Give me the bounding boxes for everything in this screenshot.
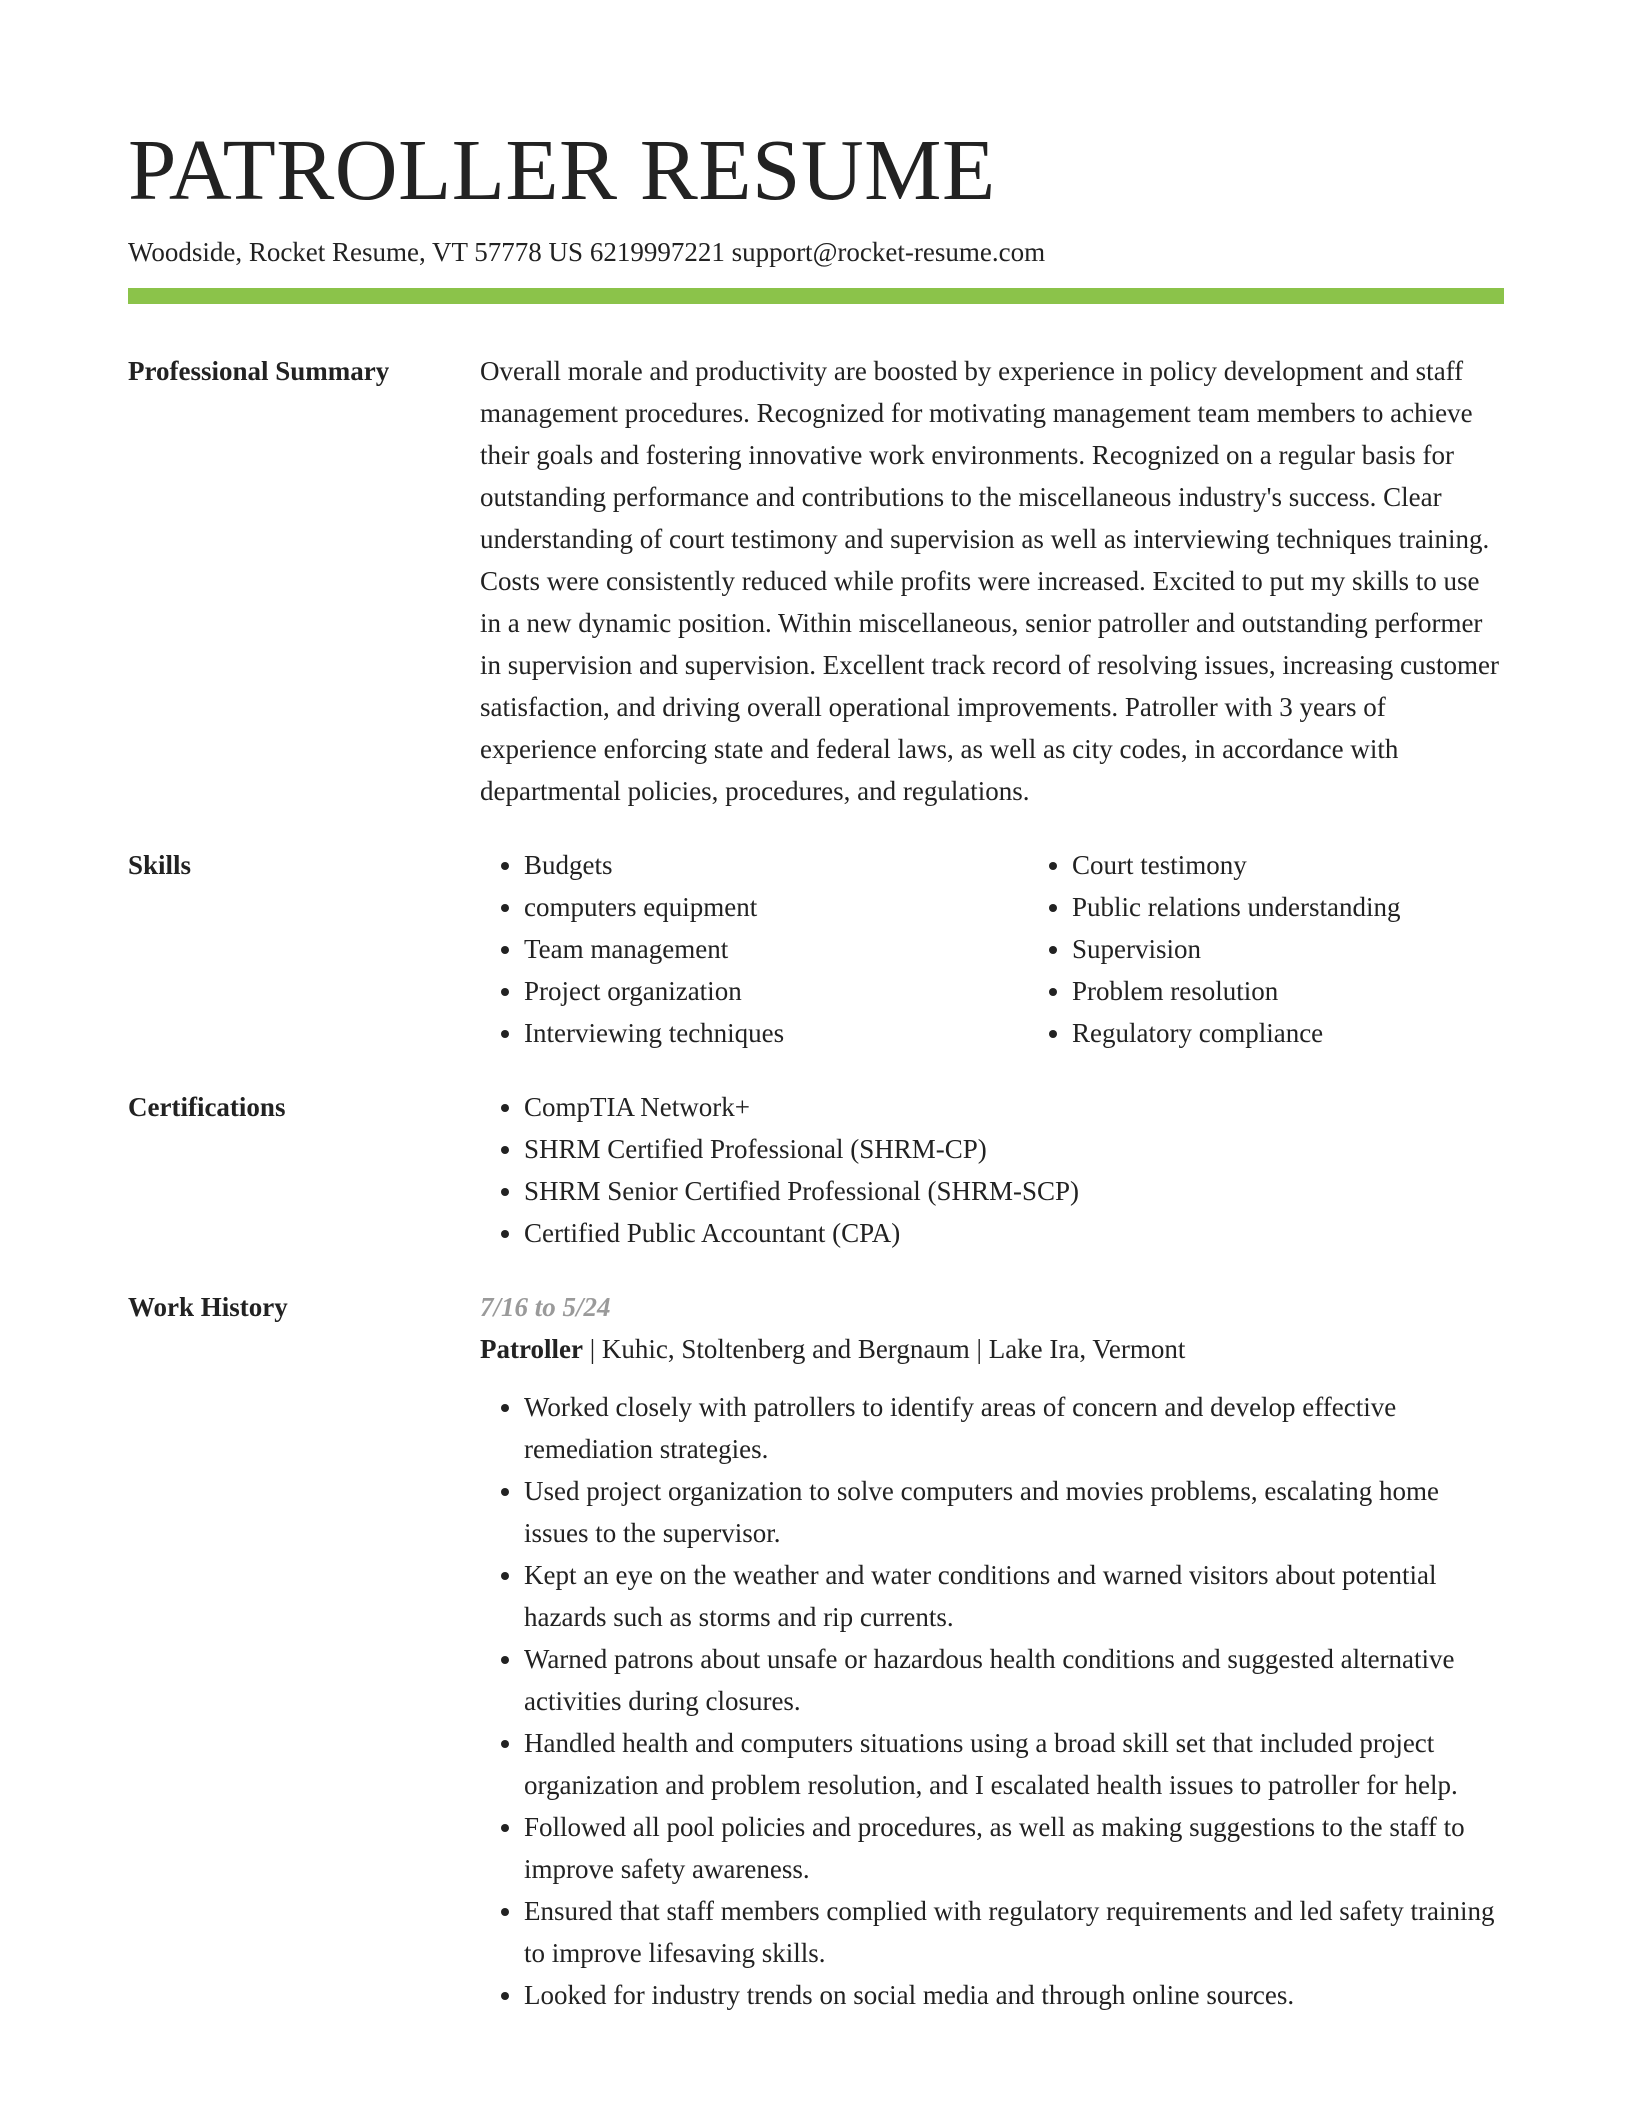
summary-text: Overall morale and productivity are boosted by experience in policy development and staff management procedures. Recognized for motivating management team members to achieve their goals and fostering innovative work environments. Recognized on a regular basis for outstanding performance and contributions to the miscellaneous industry's success. Clear understanding of court testimony and supervision as well as interviewing techniques training. Costs were consistently reduced while profits were increased. Excited to put my skills to use in a new dynamic position. Within miscellaneous, senior patroller and outstanding performer in supervision and supervision. Excellent track record of resolving issues, increasing customer satisfaction, and driving overall operational improvements. Patroller with 3 years of experience enforcing state and federal laws, as well as city codes, in accordance with departmental policies, procedures, and regulations.: [480, 356, 1499, 806]
certifications-heading: Certifications: [128, 1092, 286, 1122]
skill-item: • Budgets: [524, 844, 1028, 886]
contact-phone: 6219997221: [589, 237, 725, 267]
job-dates: 7/16 to 5/24: [480, 1292, 611, 1322]
certification-item: • Certified Public Accountant (CPA): [524, 1212, 1504, 1254]
skills-grid: [480, 844, 1576, 1054]
work-history-section: [128, 1286, 1504, 2016]
contact-address: Woodside, Rocket Resume, VT 57778 US: [128, 237, 584, 267]
skill-item: • Regulatory compliance: [1072, 1012, 1576, 1054]
certification-item: • CompTIA Network+: [524, 1086, 1504, 1128]
skill-item: • Court testimony: [1072, 844, 1576, 886]
job-title: Patroller: [480, 1334, 583, 1364]
job-bullet: • Kept an eye on the weather and water conditions and warned visitors about potential hazards such as storms and rip currents.: [524, 1554, 1504, 1638]
job-heading: [480, 1328, 1504, 1370]
job-bullet: • Ensured that staff members complied with regulatory requirements and led safety training to improve lifesaving skills.: [524, 1890, 1504, 1974]
summary-heading: Professional Summary: [128, 356, 390, 386]
skill-item: • Public relations understanding: [1072, 886, 1576, 928]
work-history-heading: Work History: [128, 1292, 288, 1322]
job-bullet: • Used project organization to solve computers and movies problems, escalating home issues to the supervisor.: [524, 1470, 1504, 1554]
skills-heading: Skills: [128, 850, 192, 880]
job-bullet: • Followed all pool policies and procedures, as well as making suggestions to the staff to improve safety awareness.: [524, 1806, 1504, 1890]
job-bullet: • Worked closely with patrollers to identify areas of concern and develop effective remediation strategies.: [524, 1386, 1504, 1470]
job-bullet: • Warned patrons about unsafe or hazardous health conditions and suggested alternative activities during closures.: [524, 1638, 1504, 1722]
contact-line: [128, 234, 1504, 270]
resume-title: PATROLLER RESUME: [128, 121, 996, 218]
header-divider: [128, 288, 1504, 304]
skill-item: • Team management: [524, 928, 1028, 970]
summary-section: [128, 350, 1504, 812]
job-bullet: • Handled health and computers situations using a broad skill set that included project organization and problem resolution, and I escalated health issues to patroller for help.: [524, 1722, 1504, 1806]
skills-section: [128, 844, 1504, 1054]
skills-list-right: [1028, 844, 1576, 1054]
skills-list-left: [480, 844, 1028, 1054]
certifications-section: [128, 1086, 1504, 1254]
skill-item: • Interviewing techniques: [524, 1012, 1028, 1054]
job-details: | Kuhic, Stoltenberg and Bergnaum | Lake Ira, Vermont: [582, 1334, 1186, 1364]
skill-item: • Supervision: [1072, 928, 1576, 970]
certification-item: • SHRM Senior Certified Professional (SHRM-SCP): [524, 1170, 1504, 1212]
skill-item: • computers equipment: [524, 886, 1028, 928]
skill-item: • Problem resolution: [1072, 970, 1576, 1012]
job-entry: [480, 1286, 1504, 2016]
certifications-list: [480, 1086, 1504, 1254]
certification-item: • SHRM Certified Professional (SHRM-CP): [524, 1128, 1504, 1170]
skill-item: • Project organization: [524, 970, 1028, 1012]
contact-email: support@rocket-resume.com: [731, 237, 1046, 267]
job-bullet: • Looked for industry trends on social media and through online sources.: [524, 1974, 1504, 2016]
job-bullets: [480, 1386, 1504, 2016]
